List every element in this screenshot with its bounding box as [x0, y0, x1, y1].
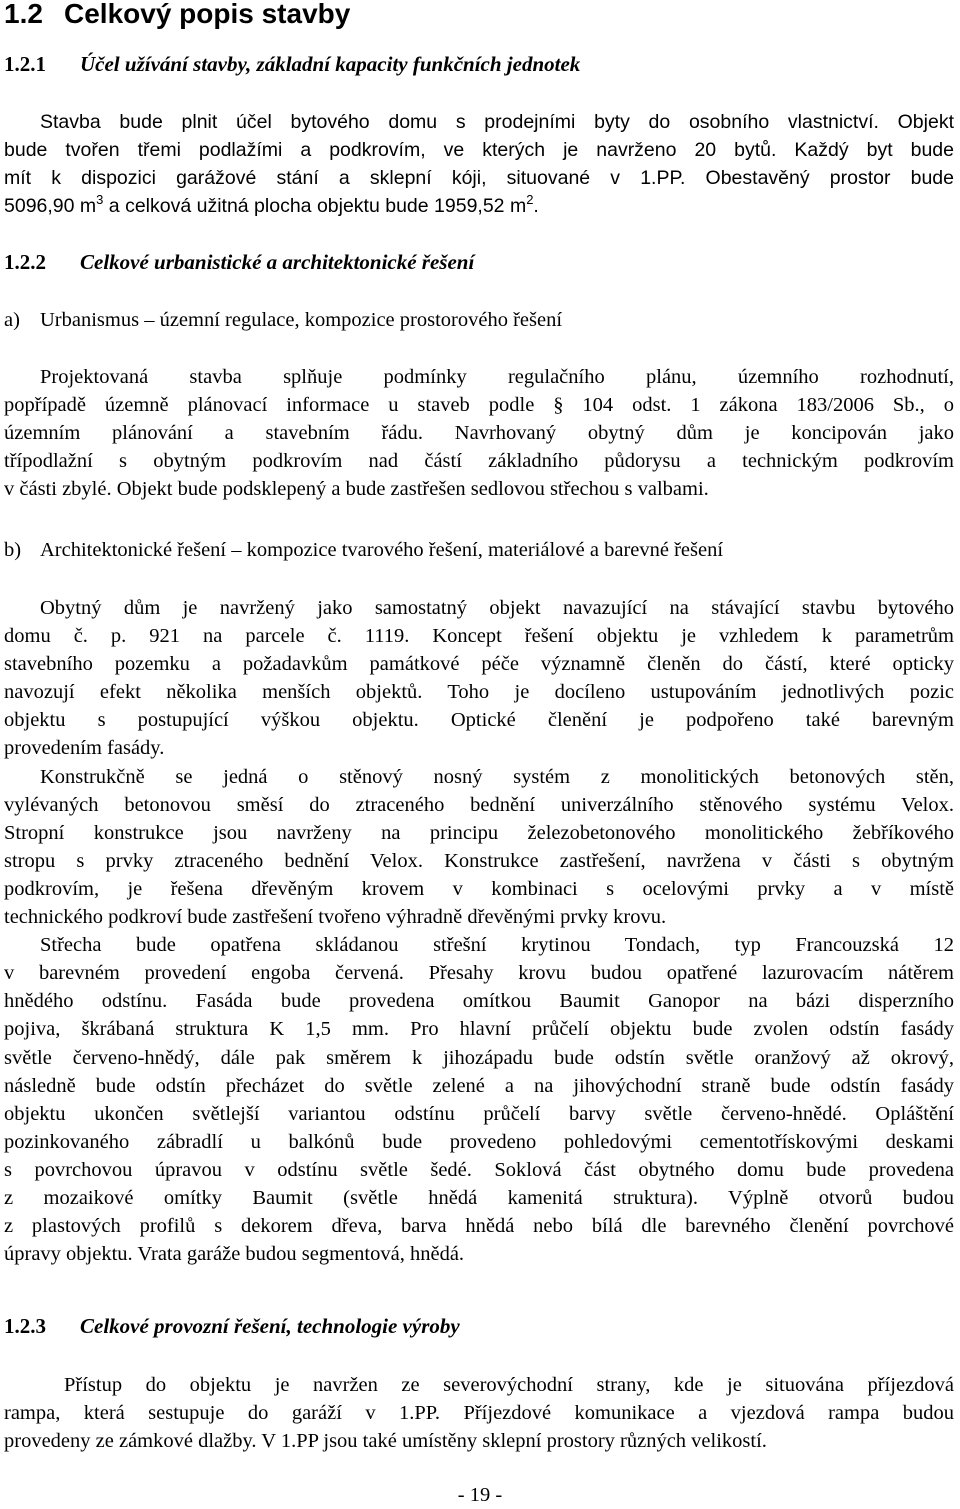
text-line: v barevném provedení engoba červená. Přesahy krovu budou opatřené lazurovacím nátěrem	[4, 962, 954, 985]
text-line: provedením fasády.	[4, 737, 165, 760]
text-line: územním plánování a stavebním řádu. Navrhovaný obytný dům je koncipován jako	[4, 422, 954, 445]
text-line: objektu s postupující výškou objektu. Optické členění je podpořeno také barevným	[4, 709, 954, 732]
text-line: navozují efekt několika menších objektů. Toho je docíleno ustupováním jednotlivých pozic	[4, 681, 954, 704]
paragraph-urbanism	[4, 363, 954, 503]
text-line: Stropní konstrukce jsou navrženy na principu železobetonového monolitického žebříkového	[4, 821, 954, 844]
text-line: mít k dispozici garážové stání a sklepní kóji, situované v 1.PP. Obestavěný prostor bude	[4, 167, 954, 190]
section-number: 1.2	[4, 0, 43, 29]
paragraph-architecture	[4, 594, 954, 1268]
text-line: pozinkovaného zábradlí u balkónů bude provedeno pohledovými cementotřískovými deskami	[4, 1130, 954, 1153]
paragraph-usage	[4, 108, 954, 220]
text-line: Projektovaná stavba splňuje podmínky regulačního plánu, územního rozhodnutí,	[40, 366, 954, 388]
text-line: z plastových profilů s dekorem dřeva, barva hnědá nebo bílá dle barevného členění povrchové	[4, 1215, 954, 1238]
page-number: - 19 -	[457, 1484, 503, 1506]
superscript: 2	[526, 192, 534, 208]
text-line: z mozaikové omítky Baumit (světle hnědá kamenitá struktura). Výplně otvorů budou	[4, 1186, 954, 1209]
text-line: popřípadě územně plánovací informace u staveb podle § 104 odst. 1 zákona 183/2006 Sb., o	[4, 394, 954, 417]
item-text: Architektonické řešení – kompozice tvarového řešení, materiálové a barevné řešení	[40, 539, 724, 561]
subsection-heading-1-2-2	[4, 248, 474, 276]
text-line: domu č. p. 921 na parcele č. 1119. Koncept řešení objektu je vzhledem k parametrům	[4, 625, 954, 648]
volume-value: 5096,90 m	[4, 195, 97, 218]
subsection-title: Celkové urbanistické a architektonické řešení	[80, 250, 475, 274]
text-line: světle červeno-hnědý, dále pak směrem k jihozápadu bude odstín světle oranžový až okrový,	[4, 1046, 954, 1069]
text-line: Přístup do objektu je navržen ze severovýchodní strany, kde je situována příjezdová	[64, 1374, 954, 1396]
section-title: Celkový popis stavby	[64, 0, 351, 29]
period: .	[533, 195, 539, 218]
subsection-title: Celkové provozní řešení, technologie výroby	[80, 1314, 460, 1338]
subsection-number: 1.2.1	[4, 52, 46, 76]
item-label: a)	[4, 309, 20, 331]
text-line: Obytný dům je navržený jako samostatný objekt navazující na stávající stavbu bytového	[40, 597, 954, 619]
text-line: stavebního pozemku a požadavkům památkové péče významně členěn do částí, které opticky	[4, 653, 954, 676]
text-line: s povrchovou úpravou v odstínu světle šedé. Soklová část obytného domu bude provedena	[4, 1158, 954, 1181]
item-b-heading	[4, 536, 723, 564]
text-line: Konstrukčně se jedná o stěnový nosný systém z monolitických betonových stěn,	[40, 765, 954, 788]
text-line: podkrovím, je řešena dřevěným krovem v kombinaci s ocelovými prvky a v místě	[4, 877, 954, 900]
item-label: b)	[4, 539, 22, 561]
text-line: rampa, která sestupuje do garáží v 1.PP. Příjezdové komunikace a vjezdová rampa budou	[4, 1402, 954, 1425]
text-line: Stavba bude plnit účel bytového domu s prodejními byty do osobního vlastnictví. Objekt	[40, 111, 954, 133]
text-line: pojiva, škrábaná struktura K 1,5 mm. Pro hlavní průčelí objektu bude zvolen odstín fasády	[4, 1018, 954, 1041]
text-line: v části zbylé. Objekt bude podsklepený a bude zastřešen sedlovou střechou s valbami.	[4, 478, 709, 501]
item-text: Urbanismus – územní regulace, kompozice prostorového řešení	[40, 309, 563, 331]
text-line: hnědého odstínu. Fasáda bude provedena omítkou Baumit Ganopor na bázi disperzního	[4, 990, 954, 1013]
text-line: stropu s prvky ztraceného bednění Velox. Konstrukce zastřešení, navržena v části s obytným	[4, 849, 954, 872]
text-line	[4, 192, 954, 220]
subsection-heading-1-2-1	[4, 50, 580, 78]
text-line: následně bude odstín přecházet do světle zelené a na jihovýchodní straně bude odstín fasády	[4, 1074, 954, 1097]
paragraph-operation	[4, 1371, 954, 1455]
text-line: objektu ukončen světlejší variantou odstínu průčelí barvy světle červeno-hnědé. Opláštění	[4, 1102, 954, 1125]
superscript: 3	[96, 192, 104, 208]
text-line: vylévaných betonovou směsí do ztraceného bednění univerzálního stěnového systému Velox.	[4, 793, 954, 816]
subsection-heading-1-2-3	[4, 1312, 460, 1340]
text-line: úpravy objektu. Vrata garáže budou segmentová, hnědá.	[4, 1243, 465, 1266]
area-text: a celková užitná plocha objektu bude 1959,52 m	[103, 195, 527, 218]
subsection-title: Účel užívání stavby, základní kapacity funkčních jednotek	[80, 52, 581, 76]
text-line: provedeny ze zámkové dlažby. V 1.PP jsou také umístěny sklepní prostory různých velikostí.	[4, 1430, 767, 1453]
text-line: technického podkroví bude zastřešení tvořeno výhradně dřevěnými prvky krovu.	[4, 906, 667, 929]
item-a-heading	[4, 306, 562, 334]
text-line: Střecha bude opatřena skládanou střešní krytinou Tondach, typ Francouzská 12	[40, 934, 954, 957]
subsection-number: 1.2.2	[4, 250, 46, 274]
subsection-number: 1.2.3	[4, 1314, 46, 1338]
text-line: třípodlažní s obytným podkrovím nad částí základního půdorysu a technickým podkrovím	[4, 450, 954, 473]
section-heading	[4, 0, 350, 31]
text-line: bude tvořen třemi podlažími a podkrovím, ve kterých je navrženo 20 bytů. Každý byt bude	[4, 139, 954, 162]
